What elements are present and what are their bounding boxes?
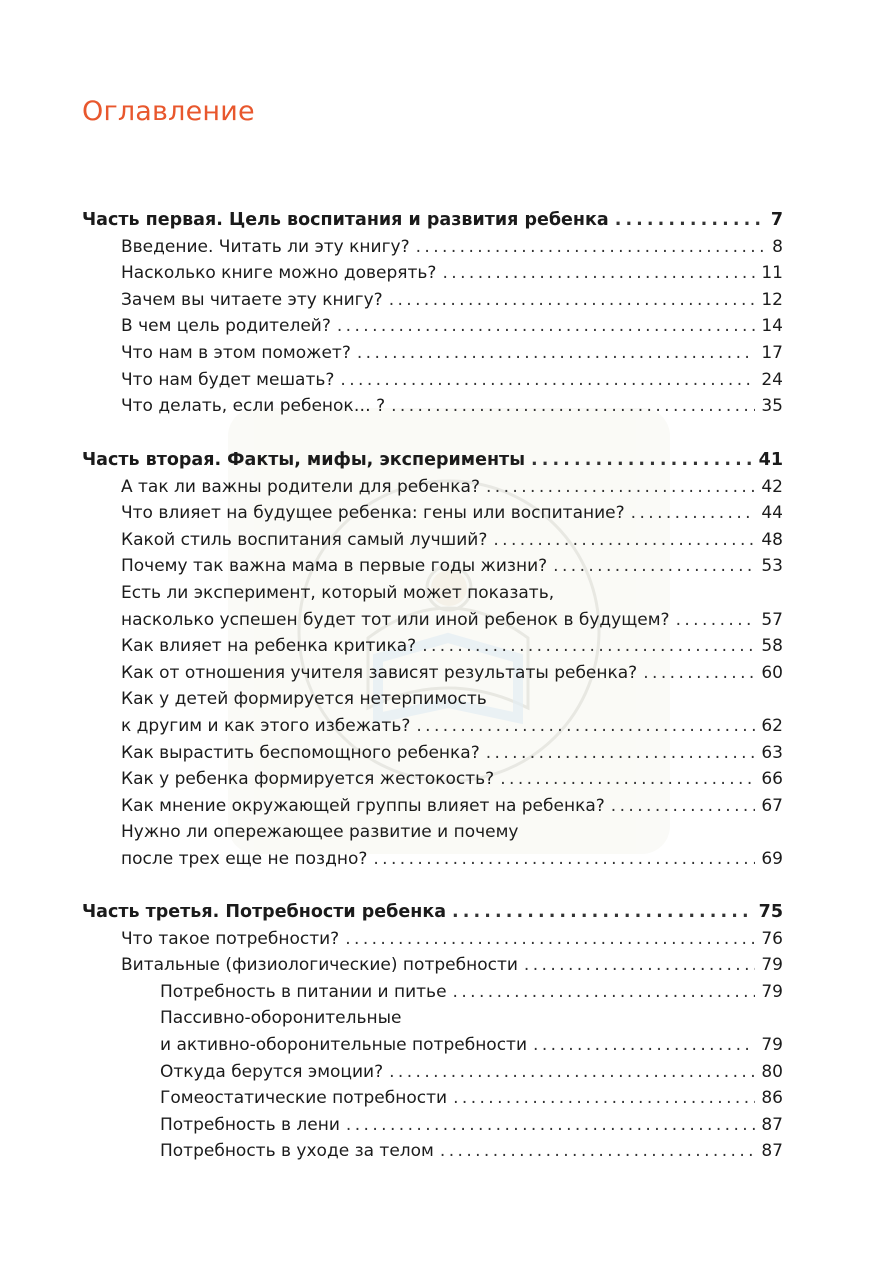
toc-entry-title: к другим и как этого избежать?	[121, 716, 411, 736]
toc-entry-row	[121, 393, 783, 419]
toc-part-row	[82, 899, 783, 925]
dot-leader	[533, 1032, 755, 1058]
toc-entry-line: Как у детей формируется нетерпимость	[121, 689, 487, 710]
toc-page-number: 87	[761, 1141, 783, 1162]
toc-entry-row	[121, 713, 783, 739]
toc-entry-row	[121, 287, 783, 313]
toc-entry-row	[121, 607, 783, 633]
toc-page-number: 80	[761, 1061, 783, 1082]
toc-entry-title: Насколько книге можно доверять?	[121, 263, 437, 284]
toc-page-number: 24	[761, 369, 783, 390]
dot-leader	[422, 633, 755, 659]
toc-entry-row	[121, 474, 783, 500]
toc-page-number: 76	[761, 928, 783, 949]
toc-page-number: 48	[761, 529, 783, 550]
page-title: Оглавление	[82, 96, 255, 127]
dot-leader	[486, 740, 756, 766]
dot-leader	[389, 287, 756, 313]
toc-entry-row	[121, 313, 783, 339]
toc-entry-title: Зачем вы читаете эту книгу?	[121, 289, 383, 310]
toc-page-number: 58	[761, 636, 783, 657]
toc-page-number: 44	[761, 503, 783, 524]
toc-entry-row	[121, 500, 783, 526]
toc-page-number: 67	[761, 795, 783, 816]
toc-page-number: 7	[770, 210, 783, 230]
toc-part-title: Часть третья. Потребности ребенка	[82, 902, 447, 922]
toc-entry-title: Как вырастить беспомощного ребенка?	[121, 742, 480, 763]
toc-entry-title: Потребность в уходе за телом	[160, 1141, 434, 1162]
toc-entry-title: В чем цель родителей?	[121, 316, 331, 337]
toc-part-row	[82, 207, 783, 233]
toc-page-number: 79	[761, 955, 783, 976]
toc-page-number: 12	[761, 289, 783, 310]
dot-leader	[615, 207, 765, 233]
toc-page-number: 60	[761, 662, 783, 683]
toc-entry-title: насколько успешен будет тот или иной ребенок в будущем?	[121, 609, 670, 630]
toc-entry-line: Есть ли эксперимент, который может показать,	[121, 583, 555, 603]
toc-entry-row	[121, 234, 783, 260]
toc-entry-row	[121, 846, 783, 872]
dot-leader	[357, 340, 756, 366]
toc-entry-row	[121, 766, 783, 792]
toc-entry-row	[121, 553, 783, 579]
toc-entry-title: Потребность в питании и питье	[160, 981, 447, 1002]
dot-leader	[440, 1138, 755, 1164]
dot-leader	[453, 979, 756, 1005]
toc-entry-title: и активно-оборонительные потребности	[160, 1035, 528, 1055]
toc-entry-line: Нужно ли опережающее развитие и почему	[121, 822, 519, 843]
toc-entry-title: Как мнение окружающей группы влияет на ребенка?	[121, 795, 605, 816]
toc-entry-title: Как влияет на ребенка критика?	[121, 636, 417, 657]
toc-entry-row	[121, 793, 783, 819]
toc-page-number: 69	[761, 849, 783, 869]
toc-page-number: 75	[758, 902, 783, 922]
toc-entry-title: Витальные (физиологические) потребности	[121, 955, 518, 976]
toc-entry-title: Какой стиль воспитания самый лучший?	[121, 529, 488, 550]
dot-leader	[391, 393, 755, 419]
dot-leader	[389, 1059, 755, 1085]
toc-page-number: 87	[761, 1114, 783, 1135]
toc-entry-row	[121, 260, 783, 286]
dot-leader	[500, 766, 755, 792]
toc-entry-row	[121, 660, 783, 686]
dot-leader	[553, 553, 755, 579]
dot-leader	[340, 367, 755, 393]
toc-entry-title: Что делать, если ребенок… ?	[121, 396, 386, 417]
toc-part-title: Часть первая. Цель воспитания и развития ребенка	[82, 210, 609, 230]
toc-page-number: 14	[761, 316, 783, 337]
dot-leader	[486, 474, 755, 500]
toc-entry-row	[121, 633, 783, 659]
dot-leader	[493, 527, 755, 553]
dot-leader	[345, 926, 755, 952]
toc-page-number: 41	[758, 450, 783, 470]
toc-entry-title: Что нам будет мешать?	[121, 369, 335, 390]
toc-entry-title: Что влияет на будущее ребенка: гены или воспитание?	[121, 503, 625, 524]
toc-page-number: 42	[761, 476, 783, 497]
toc-entry-row	[121, 367, 783, 393]
dot-leader	[373, 846, 755, 872]
toc-page-number: 35	[761, 396, 783, 417]
toc-entry-row	[160, 1138, 783, 1164]
dot-leader	[416, 234, 767, 260]
toc-entry-row	[160, 979, 783, 1005]
toc-page-number: 79	[761, 981, 783, 1002]
toc-entry-title: после трех еще не поздно?	[121, 849, 368, 869]
toc-entry-title: Введение. Читать ли эту книгу?	[121, 236, 410, 257]
dot-leader	[452, 899, 753, 925]
toc-page-number: 62	[761, 716, 783, 736]
dot-leader	[643, 660, 755, 686]
toc-page-number: 66	[761, 769, 783, 790]
toc-entry-row	[160, 1032, 783, 1058]
toc-entry-title: Гомеостатические потребности	[160, 1088, 448, 1109]
dot-leader	[676, 607, 756, 633]
toc-part-row	[82, 447, 783, 473]
dot-leader	[442, 260, 755, 286]
toc-entry-row	[121, 527, 783, 553]
toc-entry-title: А так ли важны родители для ребенка?	[121, 476, 480, 497]
toc-entry-row	[121, 740, 783, 766]
toc-entry-row	[121, 340, 783, 366]
toc-entry-row	[160, 1085, 783, 1111]
toc-page-number: 53	[761, 556, 783, 577]
toc-page-number: 63	[761, 742, 783, 763]
toc-entry-title: Что такое потребности?	[121, 928, 340, 949]
toc-page-number: 8	[772, 236, 783, 257]
toc-entry-row	[160, 1059, 783, 1085]
dot-leader	[531, 447, 753, 473]
toc-entry-title: Как у ребенка формируется жестокость?	[121, 769, 495, 790]
dot-leader	[453, 1085, 755, 1111]
toc-entry-line: Пассивно-оборонительные	[160, 1008, 402, 1029]
toc-page-number: 86	[761, 1088, 783, 1109]
dot-leader	[524, 952, 755, 978]
dot-leader	[337, 313, 755, 339]
dot-leader	[611, 793, 756, 819]
toc-part-title: Часть вторая. Факты, мифы, эксперименты	[82, 450, 526, 470]
dot-leader	[631, 500, 756, 526]
toc-entry-title: Потребность в лени	[160, 1114, 340, 1135]
dot-leader	[416, 713, 755, 739]
toc-entry-title: Как от отношения учителя зависят результаты ребенка?	[121, 662, 638, 683]
toc-page-number: 17	[761, 343, 783, 363]
toc-entry-title: Что нам в этом поможет?	[121, 343, 351, 363]
toc-entry-title: Откуда берутся эмоции?	[160, 1061, 384, 1082]
toc-entry-row	[160, 1112, 783, 1138]
toc-page-number: 57	[761, 609, 783, 630]
toc-page-number: 79	[761, 1035, 783, 1055]
toc-entry-row	[121, 926, 783, 952]
toc-entry-title: Почему так важна мама в первые годы жизни?	[121, 556, 548, 577]
toc-page-number: 11	[761, 263, 783, 284]
toc-entry-row	[121, 952, 783, 978]
dot-leader	[346, 1112, 755, 1138]
